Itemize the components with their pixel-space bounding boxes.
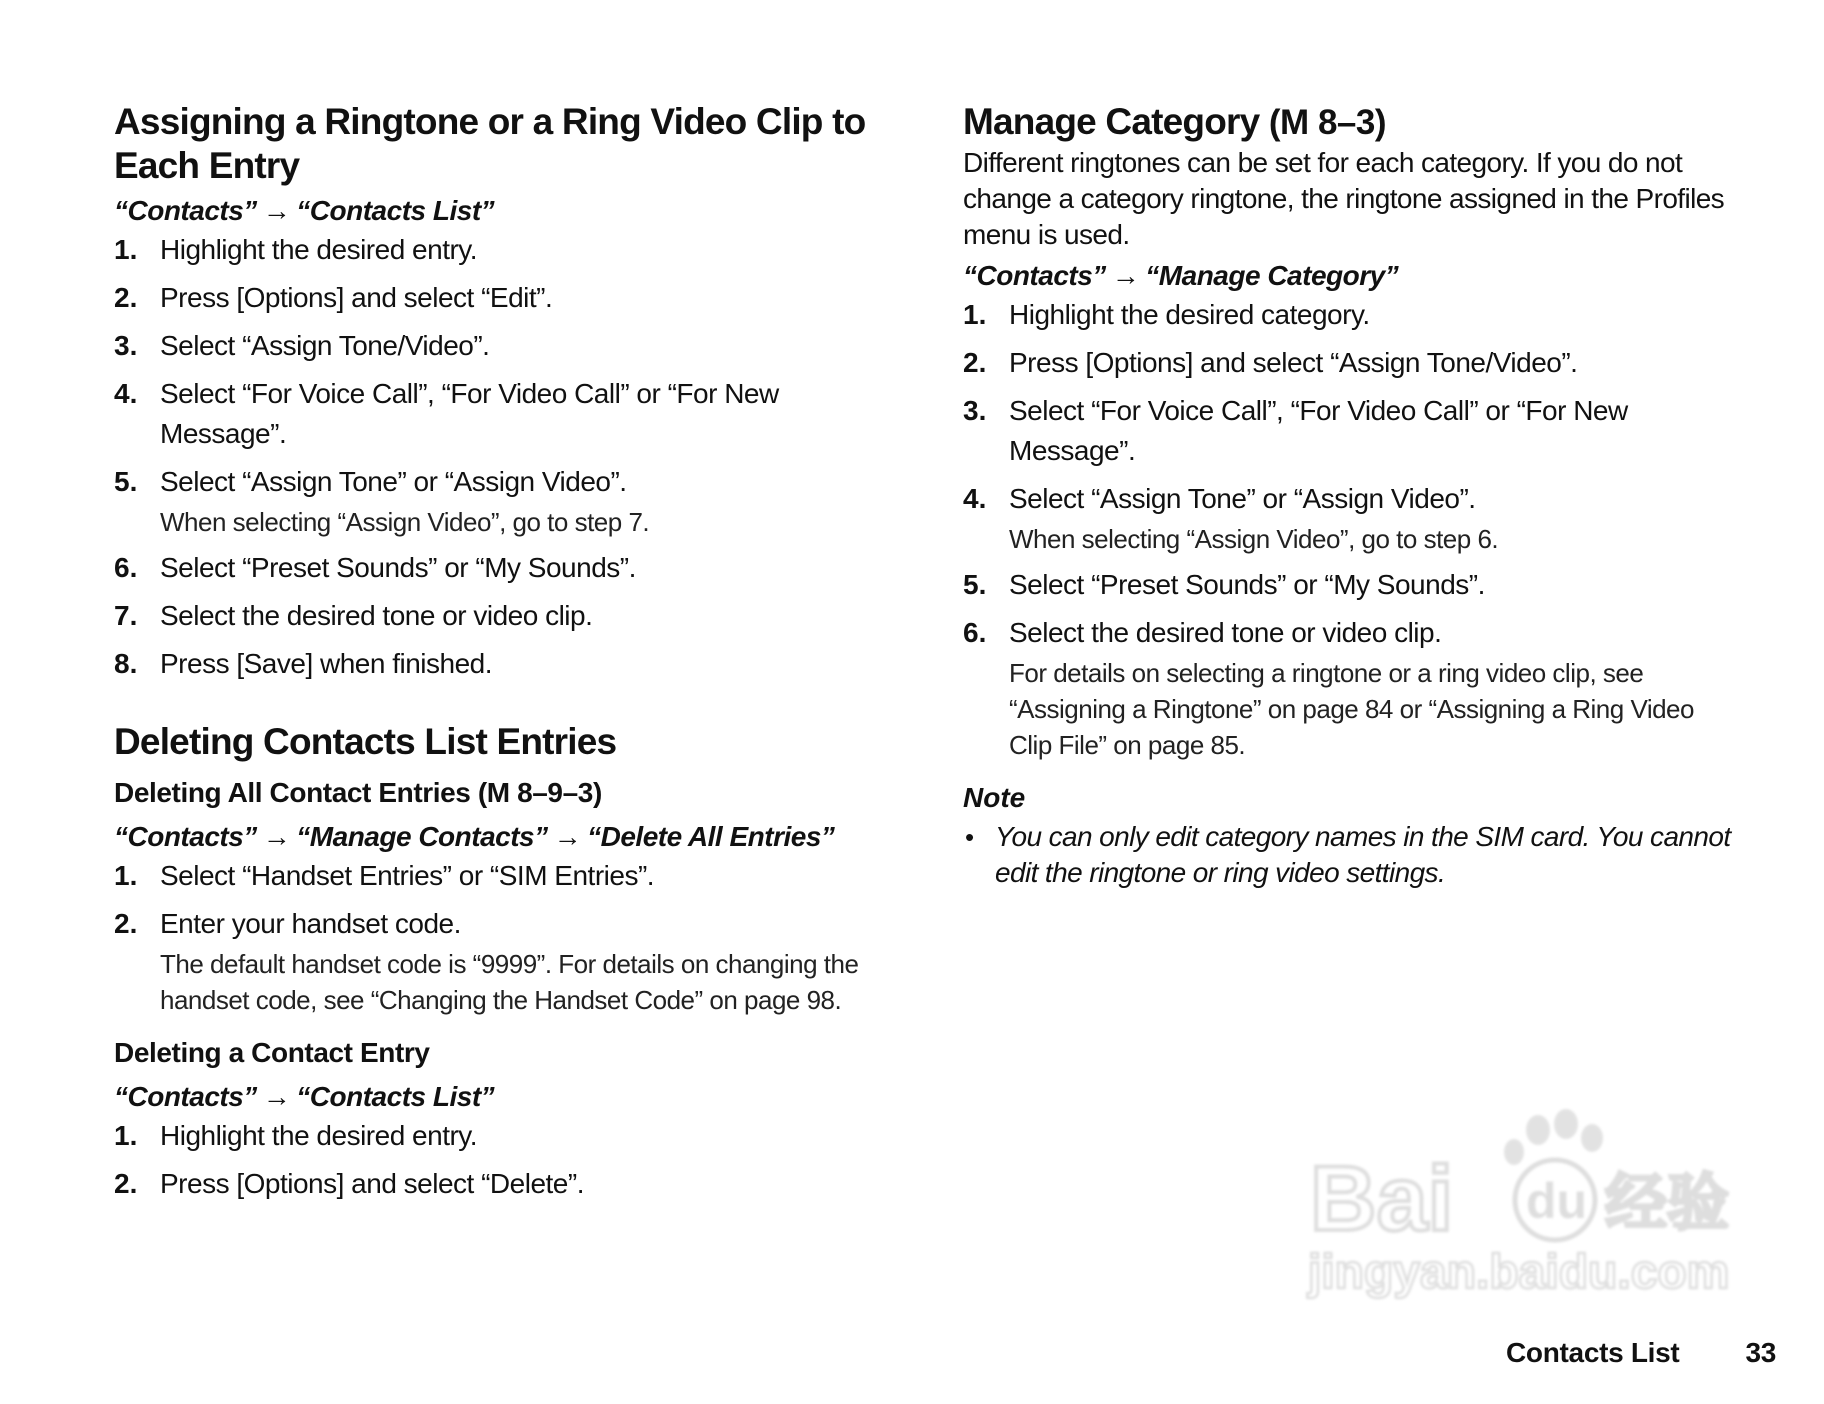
svg-text:du: du (1526, 1173, 1588, 1229)
baidu-watermark-logo (1300, 1108, 1730, 1308)
subsection-title-delete-all: Deleting All Contact Entries (M 8–9–3) (114, 777, 602, 808)
step-item: 6. Select the desired tone or video clip. For details on selecting a ringtone or a ring video clip, see “Assigning a Ringtone” on page 84 or “Assigning a Ring Video Clip File” on page 85. (963, 613, 1753, 763)
svg-text:经验: 经验 (1605, 1166, 1730, 1239)
step-item: 1. Highlight the desired category. (963, 299, 1370, 330)
step-item: 2. Enter your handset code. The default handset code is “9999”. For details on changing the handset code, see “Changing the Handset Code” on page 98. (114, 904, 894, 1018)
step-item: 5. Select “Assign Tone” or “Assign Video”. When selecting “Assign Video”, go to step 7. (114, 462, 894, 540)
menu-path: “Contacts” → “Contacts List” (114, 1081, 495, 1112)
step-item: 2. Press [Options] and select “Assign Tone/Video”. (963, 347, 1578, 378)
section-intro: Different ringtones can be set for each category. If you do not change a category ringtone, the ringtone assigned in the Profiles menu is used. (963, 147, 1725, 250)
step-item: 4. Select “Assign Tone” or “Assign Video”. When selecting “Assign Video”, go to step 6. (963, 479, 1753, 557)
note-title: Note (963, 782, 1026, 813)
bullet-icon: • (965, 822, 975, 852)
step-item: 3. Select “Assign Tone/Video”. (114, 330, 490, 361)
step-note: For details on selecting a ringtone or a ring video clip, see “Assigning a Ringtone” on page 84 or “Assigning a Ring Video Clip File” on page 85. (1009, 658, 1694, 760)
menu-path: “Contacts” → “Manage Contacts” → “Delete All Entries” (114, 821, 835, 852)
right-column (963, 100, 1753, 891)
step-note: When selecting “Assign Video”, go to step 6. (1009, 524, 1499, 554)
svg-text:jingyan.baidu.com: jingyan.baidu.com (1308, 1246, 1730, 1299)
steps-list (963, 295, 1753, 763)
step-item: 7. Select the desired tone or video clip. (114, 600, 593, 631)
step-note: The default handset code is “9999”. For details on changing the handset code, see “Changing the Handset Code” on page 98. (160, 949, 859, 1015)
menu-path: “Contacts” → “Manage Category” (963, 260, 1399, 291)
arrow-icon: → (262, 821, 291, 852)
steps-list (114, 856, 894, 1018)
page-footer (1506, 1336, 1776, 1370)
note-text: You can only edit category names in the SIM card. You cannot edit the ringtone or ring video settings. (995, 821, 1731, 888)
page-number: 33 (1745, 1337, 1776, 1368)
step-item: 1. Highlight the desired entry. (114, 234, 477, 265)
arrow-icon: → (262, 1081, 291, 1112)
step-item: 2. Press [Options] and select “Edit”. (114, 282, 553, 313)
step-item: 1. Highlight the desired entry. (114, 1120, 477, 1151)
left-column (114, 100, 894, 1204)
step-item: 3. Select “For Voice Call”, “For Video Call” or “For New Message”. (963, 395, 1628, 466)
section-title-deleting-entries: Deleting Contacts List Entries (114, 721, 617, 762)
section-title-manage-category: Manage Category (M 8–3) (963, 101, 1386, 142)
step-item: 8. Press [Save] when finished. (114, 648, 493, 679)
arrow-icon: → (553, 821, 582, 852)
step-item: 1. Select “Handset Entries” or “SIM Entries”. (114, 860, 655, 891)
step-item: 4. Select “For Voice Call”, “For Video Call” or “For New Message”. (114, 378, 779, 449)
section-title-assign-ringtone: Assigning a Ringtone or a Ring Video Clip to Each Entry (114, 101, 866, 186)
step-item: 5. Select “Preset Sounds” or “My Sounds”. (963, 569, 1485, 600)
step-item: 2. Press [Options] and select “Delete”. (114, 1168, 584, 1199)
step-note: When selecting “Assign Video”, go to step 7. (160, 507, 650, 537)
footer-section-name: Contacts List (1506, 1337, 1680, 1368)
svg-text:Bai: Bai (1310, 1148, 1454, 1250)
menu-path: “Contacts” → “Contacts List” (114, 195, 495, 226)
subsection-title-delete-one: Deleting a Contact Entry (114, 1037, 430, 1068)
steps-list (114, 230, 894, 684)
arrow-icon: → (1111, 260, 1140, 291)
step-item: 6. Select “Preset Sounds” or “My Sounds”. (114, 552, 636, 583)
note-bullet (963, 819, 1753, 891)
arrow-icon: → (262, 195, 291, 226)
steps-list (114, 1116, 894, 1204)
